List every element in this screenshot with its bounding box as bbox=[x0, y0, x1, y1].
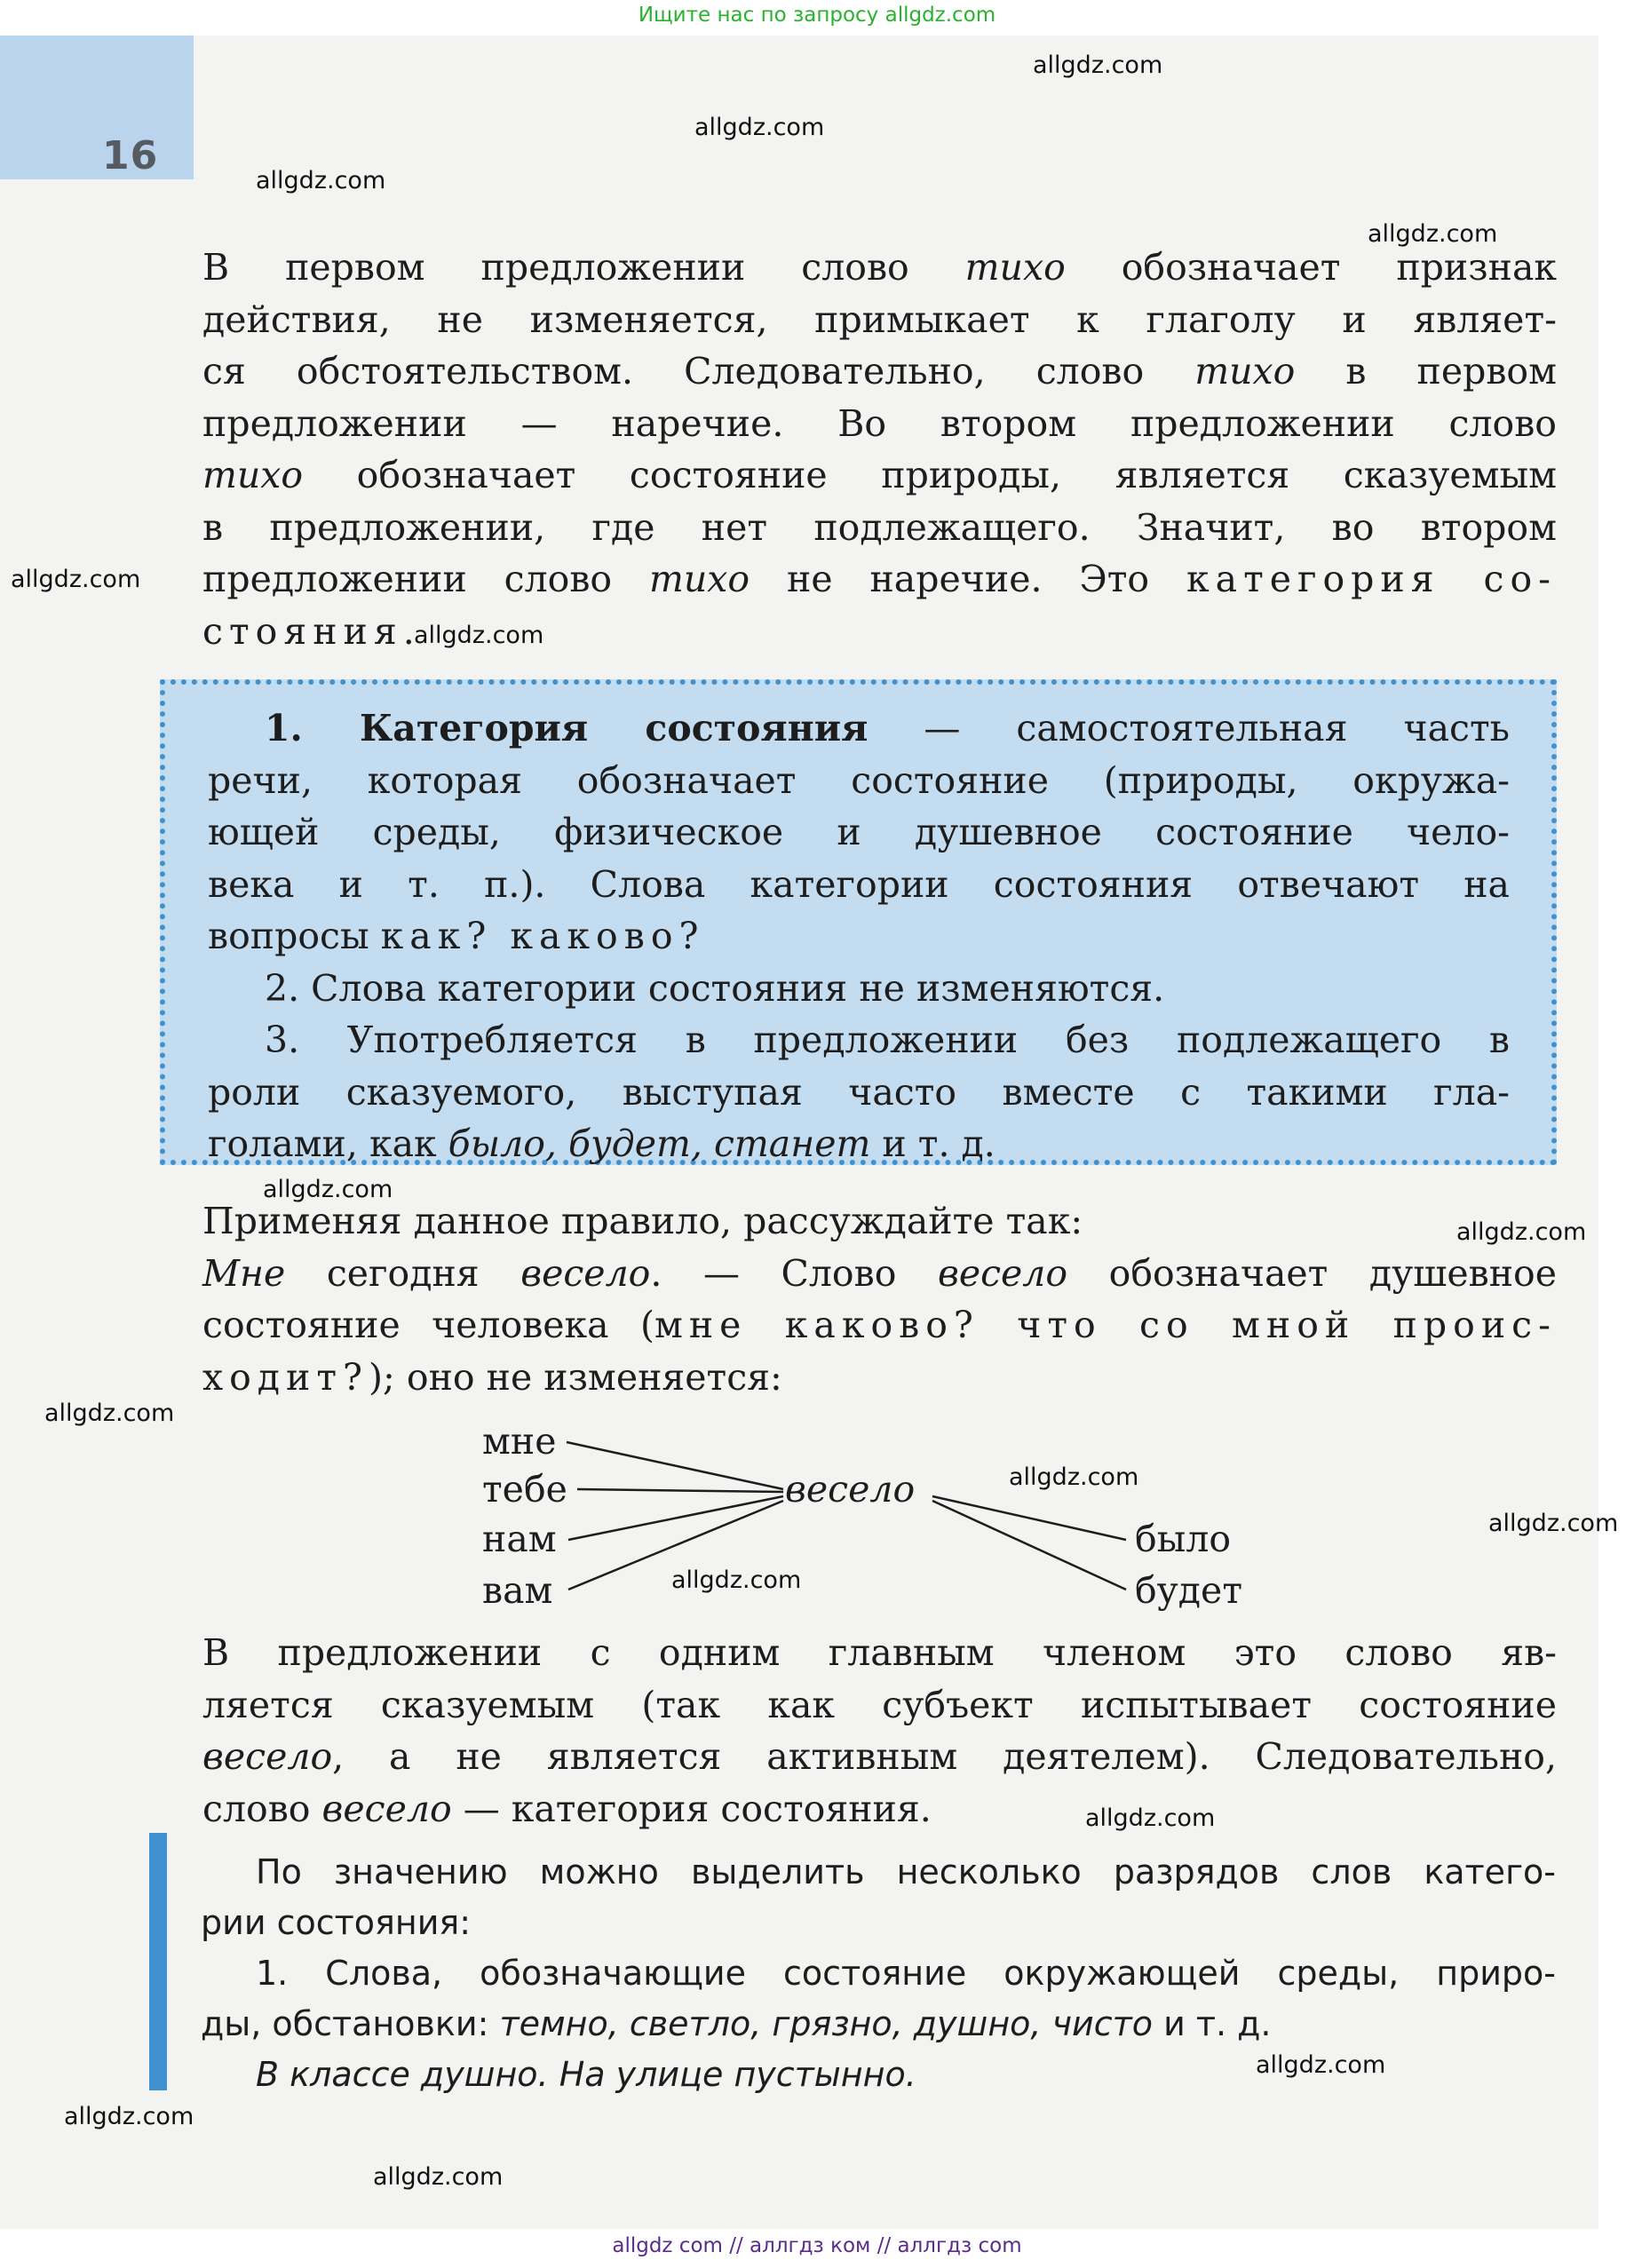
watermark: allgdz.com bbox=[1488, 1510, 1619, 1537]
diagram-pronoun: нам bbox=[482, 1518, 557, 1560]
rule-box: 1. Категория состояния — самостоятельная часть речи, которая обозначает состояние (природы, окружа- ющей среды, физическое и душевное состояние чело- века и т. п.). Слова категории состояния отвечают на вопросы как? каково? 2. Слова категории состояния не изменяются. 3. Употребляется в предложении без подлежащего в роли сказуемого, выступая часто вместе с такими гла- голами, как было, будет, станет и т. д. bbox=[160, 679, 1557, 1165]
watermark: allgdz.com bbox=[263, 1176, 393, 1203]
watermark: allgdz.com bbox=[671, 1566, 802, 1594]
watermark: allgdz.com bbox=[11, 566, 141, 593]
diagram-center-word: весело bbox=[785, 1468, 916, 1511]
page-number-tab bbox=[0, 36, 194, 179]
diagram-verb: будет bbox=[1135, 1569, 1242, 1612]
diagram-pronoun: вам bbox=[482, 1569, 553, 1612]
intro-paragraph: В первом предложении слово тихо обозначает признак действия, не изменяется, примыкает к глаголу и являет- ся обстоятельством. Следовательно, слово тихо в первом предложении — наречие. Во втором предложении слово тихо обозначает состояние природы, является сказуемым в предложении, где нет подлежащего. Значит, во втором предложении слово тихо не наречие. Это категория со- стояния. bbox=[202, 246, 1558, 653]
watermark: allgdz.com bbox=[1009, 1463, 1139, 1491]
page-number: 16 bbox=[102, 133, 159, 178]
watermark: allgdz.com bbox=[1368, 220, 1498, 248]
spaced-term: стояния bbox=[202, 609, 403, 653]
watermark: allgdz.com bbox=[64, 2103, 194, 2130]
diagram-pronoun: мне bbox=[482, 1420, 557, 1463]
watermark: allgdz.com bbox=[1085, 1804, 1216, 1832]
reasoning-paragraph: Применяя данное правило, рассуждайте так: Мне сегодня весело. — Слово весело обозначает душевное состояние человека (мне каково? что со мной проис- ходит?); оно не изменяется: bbox=[202, 1200, 1558, 1399]
diagram-verb: было bbox=[1135, 1518, 1232, 1560]
watermark: allgdz.com bbox=[1033, 52, 1163, 79]
top-search-note[interactable]: Ищите нас по запросу allgdz.com bbox=[638, 4, 996, 27]
bottom-links[interactable]: allgdz com // аллгдз ком // аллгдз com bbox=[612, 2234, 1022, 2257]
spaced-term: категория со- bbox=[1186, 558, 1558, 600]
watermark: allgdz.com bbox=[373, 2163, 504, 2191]
diagram-pronoun: тебе bbox=[482, 1468, 567, 1511]
note-section: По значению можно выделить несколько разрядов слов катего- рии состояния: 1. Слова, обозначающие состояние окружающей среды, приро- ды, обстановки: темно, светло, грязно, душно, чисто и т. д. В классе душно. На улице пустынно. bbox=[201, 1852, 1556, 2094]
watermark: allgdz.com bbox=[414, 622, 544, 649]
watermark: allgdz.com bbox=[1456, 1218, 1587, 1246]
watermark: allgdz.com bbox=[694, 114, 825, 141]
watermark: allgdz.com bbox=[44, 1400, 175, 1427]
watermark: allgdz.com bbox=[1256, 2051, 1386, 2079]
rule-term: 1. Категория состояния bbox=[265, 707, 869, 749]
watermark: allgdz.com bbox=[256, 167, 386, 194]
conclusion-paragraph: В предложении с одним главным членом это слово яв- ляется сказуемым (так как субъект испытывает состояние весело, а не является активным деятелем). Следовательно, слово весело — категория состояния. bbox=[202, 1631, 1557, 1830]
note-side-bar bbox=[149, 1833, 167, 2090]
